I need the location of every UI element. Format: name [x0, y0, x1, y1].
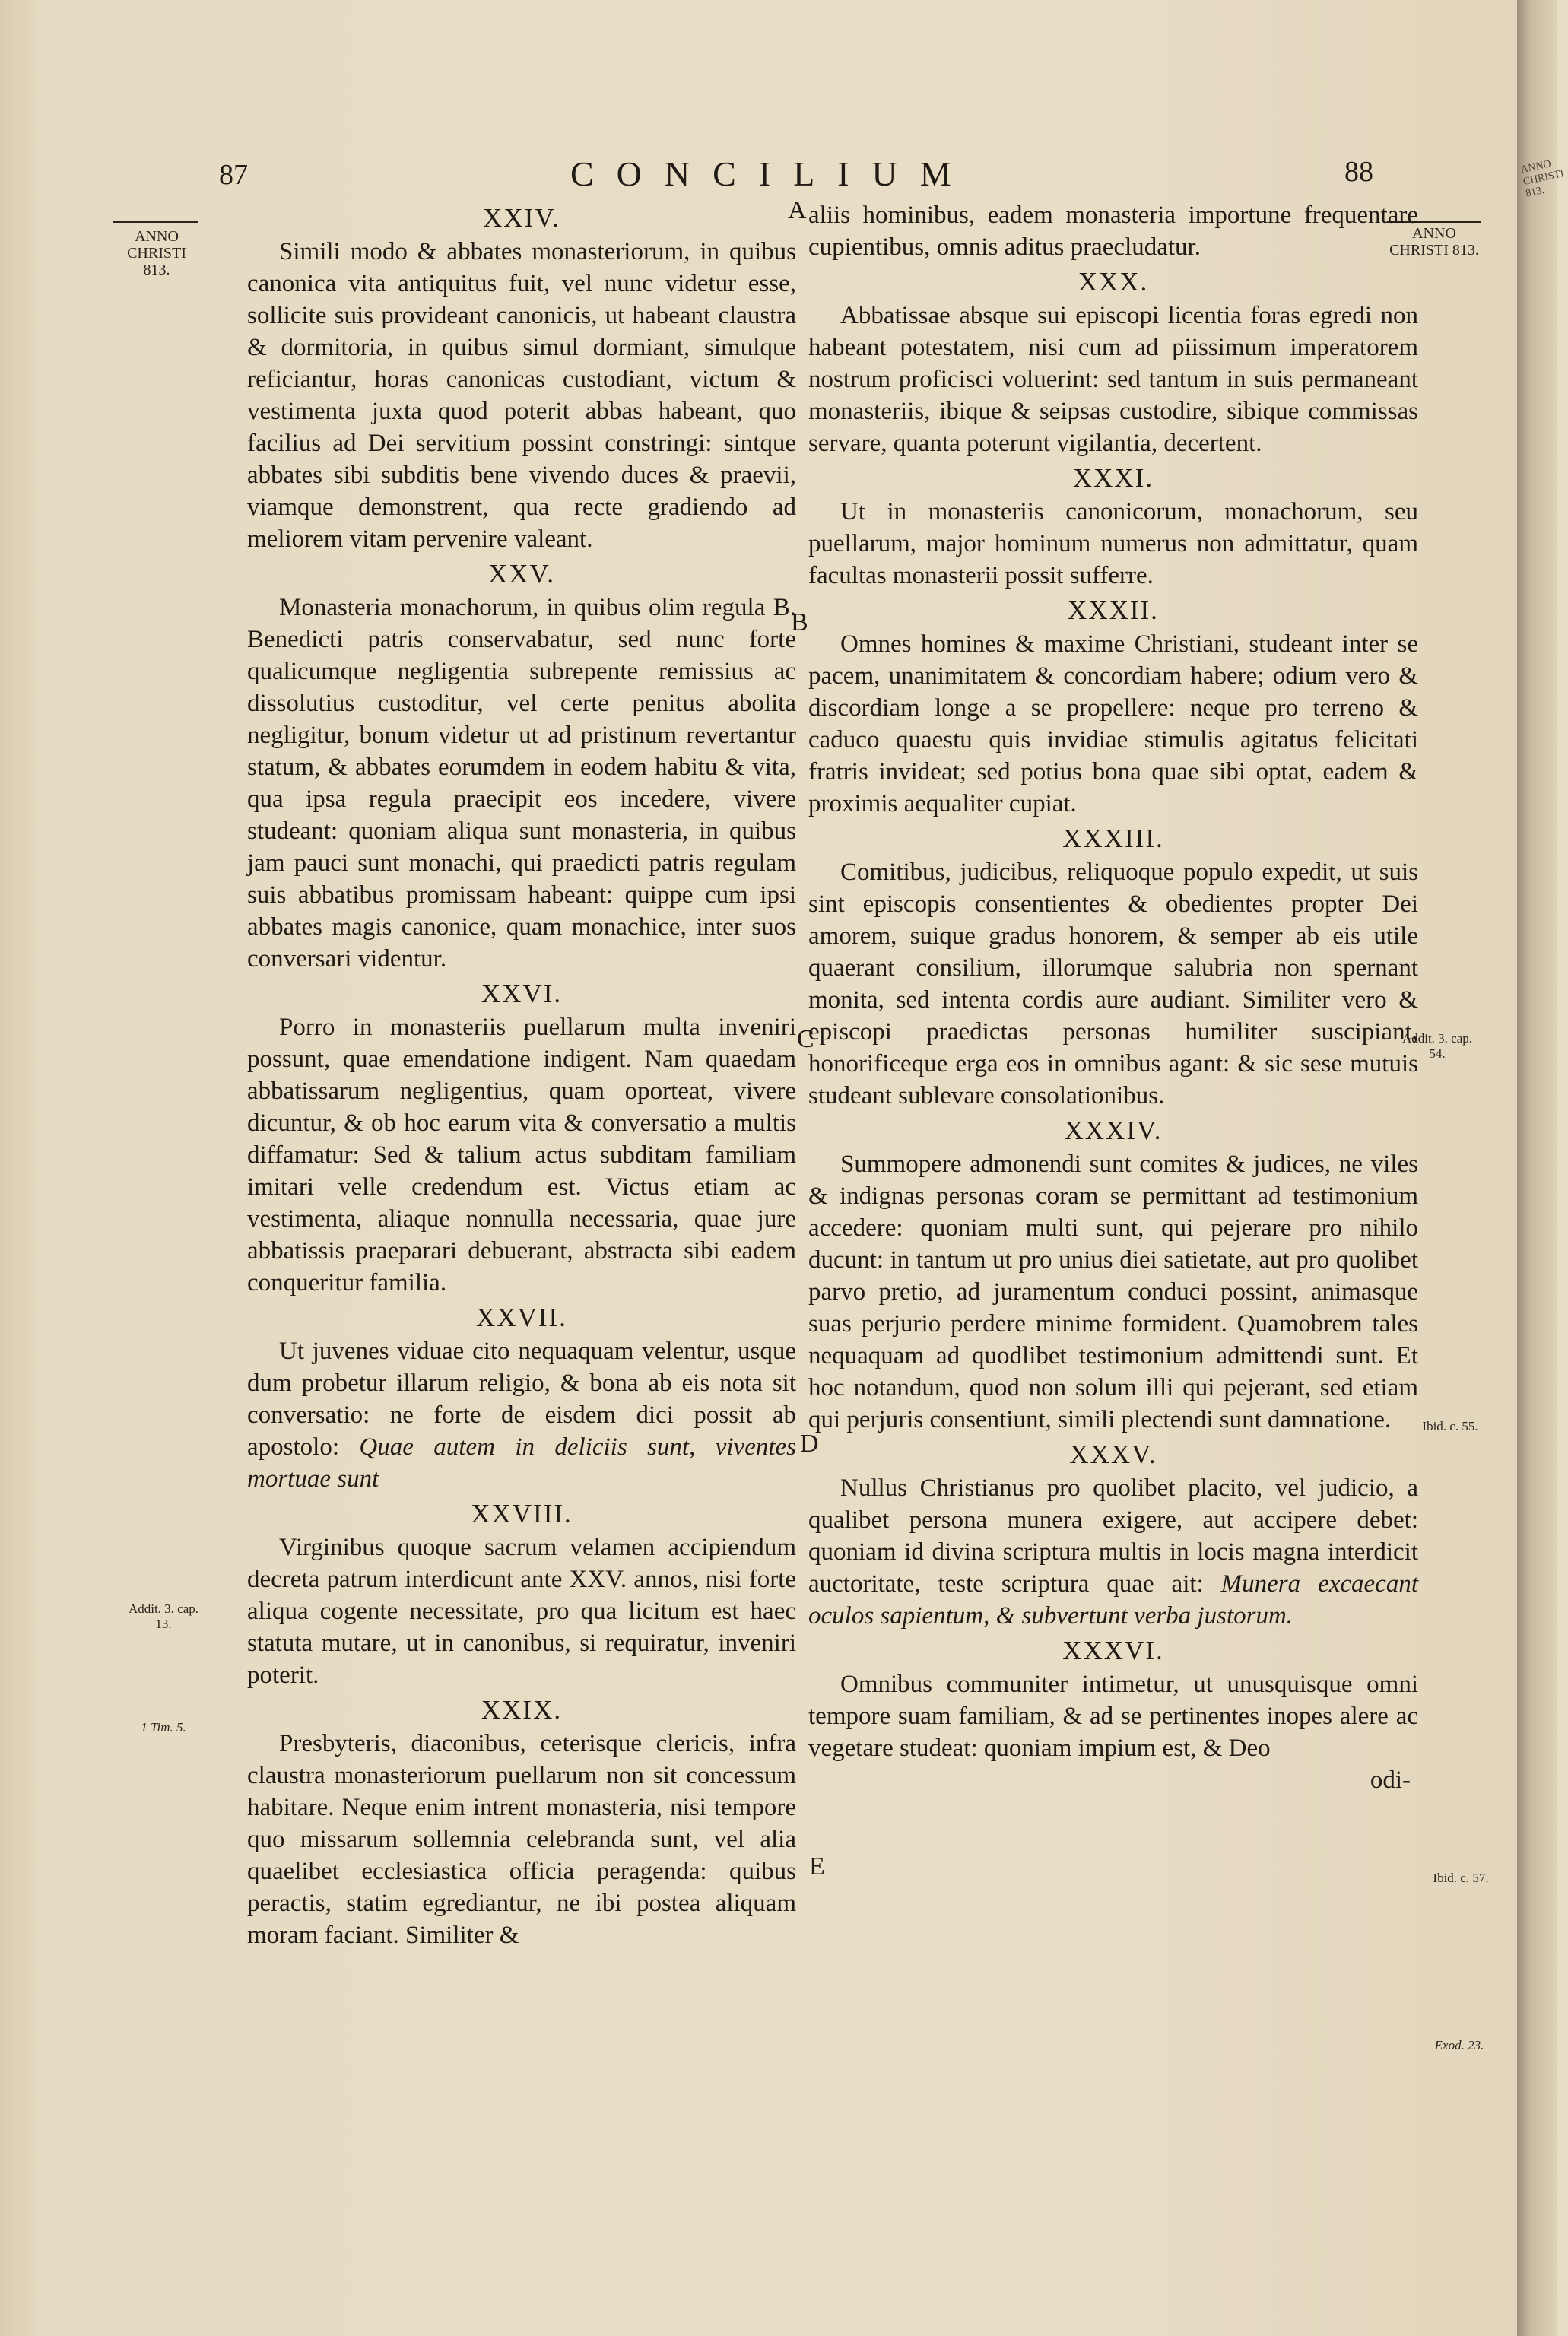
running-header: [0, 151, 1517, 196]
page-number-left: 87: [219, 159, 248, 191]
marginal-reference-exodus: Exod. 23.: [1434, 2038, 1484, 2052]
chapter-heading-36: XXXVI.: [1062, 1636, 1164, 1665]
scripture-quote-exodus: Munera excaecant oculos sapientum, & subvertunt verba justorum.: [808, 1570, 1419, 1630]
section-letter-a: A: [788, 196, 807, 224]
chapter-heading-34: XXXIV.: [1064, 1116, 1163, 1145]
chapter-text-27-body: Ut juvenes viduae cito nequaquam velentur, usque dum probetur illarum religio, & bona ab eis nota sit conversatio: ne forte de eisdem dici possit ab apostolo:: [247, 1338, 796, 1461]
chapter-heading-28: XXVIII.: [471, 1499, 573, 1528]
chapter-text-24: Simili modo & abbates monasteriorum, in quibus canonica vita antiquitus fuit, vel nunc videtur esse, sollicite suis provideant canonicis, ut habeant claustra & dormitoria, in quibus simul dormiant, simulque reficiantur, horas canonicas custodiant, victum & vestimenta juxta quod poterit abbas habeant, quo facilius ad Dei servitium possint constringi: sintque abbates sibi subditis bene vivendo duces & praevii, viamque demonstrent, qua recte gradiendo ad meliorem vitam pervenire valeant.: [247, 238, 796, 553]
chapter-heading-25: XXV.: [487, 559, 556, 589]
chapter-text-35-body: Nullus Christianus pro quolibet placito, vel judicio, a qualibet persona munera exigere, aut accipere debet: quoniam id divina scriptura multis in locis magna interdicit auctoritate, teste scriptura quae ait:: [808, 1474, 1418, 1598]
chapter-text-28: Virginibus quoque sacrum velamen accipiendum decreta patrum interdicunt ante XXV. annos, nisi forte aliqua cogente necessitate, pro qua licitum est haec statuta mutare, ut in canonibus, si requiratur, inveniri poterit.: [247, 1534, 796, 1689]
chapter-text-32: Omnes homines & maxime Christiani, studeant inter se pacem, unanimitatem & concordiam habere; odium vero & discordiam longe a se propellere: neque pro terreno & caduco quaestu quis invidiae stimulis agitatus felicitati fratris invideat; sed potius bona quae sibi optat, eadem & proximis aequaliter cupiat.: [808, 630, 1418, 817]
section-letter-e: E: [809, 1852, 825, 1881]
anno-christi-left: ANNO CHRISTI 813.: [127, 228, 186, 278]
section-letter-d: D: [800, 1430, 819, 1458]
marginal-reference-timothy: 1 Tim. 5.: [141, 1720, 186, 1735]
chapter-text-31: Ut in monasteriis canonicorum, monachorum, seu puellarum, major hominum numerus non admittatur, quam facultas monasterii possit sufferre.: [808, 498, 1418, 589]
chapter-text-29-continued: aliis hominibus, eadem monasteria importune frequentare cupientibus, omnis aditus praecludatur.: [808, 202, 1418, 261]
chapter-text-26: Porro in monasteriis puellarum multa inveniri possunt, quae emendatione indigent. Nam quaedam abbatissarum negligentius, quam oporteat, vivere dicuntur, & ob hoc earum vita & conversatio a multis diffamatur: Sed & talium actus subditam familiam imitari velle credendum est. Victus etiam ac vestimenta, aliaque nonnulla necessaria, quae jure abbatissis praeparari debuerant, abstracta sibi eadem conqueritur familia.: [247, 1014, 796, 1297]
page-number-right: 88: [1344, 156, 1373, 188]
chapter-text-33: Comitibus, judicibus, reliquoque populo expedit, ut suis sint episcopis consentientes & obedientes propter Dei amorem, suique gradus honorem, & semper ab eis utile quaerant consilium, illorumque salubria non spernant monita, sed intenta cordis aure audiant. Similiter vero & episcopi praedictas personas humiliter suscipiant, honorificeque erga eos in omnibus agant: & sic sese mutuis studeant sublevare consolationibus.: [808, 859, 1418, 1109]
chapter-text-34: Summopere admonendi sunt comites & judices, ne viles & indignas personas coram se permittant ad testimonium accedere: quoniam multi sunt, qui pejerare pro nihilo ducunt: in tantum ut pro unius diei satietate, aut pro quolibet parvo pretio, ad juramentum conduci possint, animasque suas perjurio perdere minime formident. Quamobrem tales nequaquam ad quodlibet testimonium admittendi sunt. Et hoc notandum, quod non solum illi qui pejerant, sed etiam qui perjuris consentiunt, simili plectendi sunt damnatione.: [808, 1151, 1418, 1433]
chapter-text-27: [247, 1335, 796, 1495]
marginal-reference-addit-left: Addit. 3. cap. 13.: [128, 1601, 199, 1631]
chapter-heading-26: XXVI.: [481, 979, 563, 1008]
chapter-text-25: Monasteria monachorum, in quibus olim regula B. Benedicti patris conservabatur, sed nunc forte qualicumque negligentia subrepente remissius ac dissolutius custoditur, vel certe penitus abolita negligitur, bonum videtur ut ad pristinum revertantur statum, & abbates eorumdem in eodem habitu & vita, qua ipsa regula praecipit eos incedere, vivere studeant: quoniam aliqua sunt monasteria, in quibus jam pauci sunt monachi, qui praedicti patris regulam suis abbatibus promissam habeant: quippe cum ipsi abbates magis canonice, quam monachice, inter suos conversari videntur.: [247, 594, 796, 973]
chapter-text-36: Omnibus communiter intimetur, ut unusquisque omni tempore suam familiam, & ad se pertinentes inopes alere ac vegetare studeat: quoniam impium est, & Deo: [808, 1671, 1418, 1762]
next-page-anno-christi: ANNO CHRISTI 813.: [1519, 158, 1566, 200]
marginal-reference-ibid-57: Ibid. c. 57.: [1433, 1871, 1489, 1885]
chapter-text-29: Presbyteris, diaconibus, ceterisque clericis, infra claustra monasteriorum puellarum non sit concessum habitare. Neque enim intrent monasteria, nisi tempore quo missarum sollemnia celebranda sunt, vel alia quaelibet ecclesiastica officia peragenda: quibus peractis, statim egrediantur, ne ibi postea aliquam moram faciant. Similiter &: [247, 1730, 796, 1949]
chapter-heading-31: XXXI.: [1072, 463, 1154, 493]
running-title: CONCILIUM: [570, 154, 974, 193]
chapter-heading-27: XXVII.: [476, 1303, 567, 1332]
chapter-heading-33: XXXIII.: [1062, 824, 1164, 853]
marginal-reference-addit-right: Addit. 3. cap. 54.: [1401, 1031, 1473, 1061]
chapter-heading-24: XXIV.: [483, 203, 560, 233]
scripture-quote-timothy: Quae autem in deliciis sunt, viventes mortuae sunt: [247, 1433, 797, 1493]
marginal-reference-ibid-55: Ibid. c. 55.: [1422, 1419, 1478, 1433]
section-letter-b: B: [791, 608, 808, 636]
right-column: [808, 199, 1418, 1796]
chapter-heading-30: XXX.: [1078, 267, 1149, 297]
margin-rule-left: [113, 221, 198, 223]
chapter-heading-35: XXXV.: [1069, 1439, 1157, 1469]
catchword: odi-: [1370, 1766, 1411, 1794]
chapter-text-30: Abbatissae absque sui episcopi licentia foras egredi non habeant potestatem, nisi cum ad piissimum imperatorem nostrum proficisci voluerint: sed tantum in suis permaneant monasteriis, ibique & seipsas custodire, sibique commissas servare, quanta poterunt vigilantia, decertent.: [808, 302, 1418, 457]
anno-christi-right: ANNO CHRISTI 813.: [1389, 225, 1479, 259]
chapter-heading-32: XXXII.: [1068, 595, 1159, 625]
left-column: [247, 199, 796, 1951]
chapter-heading-29: XXIX.: [481, 1695, 563, 1725]
next-page-edge: [1517, 0, 1566, 2336]
chapter-text-35: [808, 1472, 1418, 1632]
section-letter-c: C: [797, 1025, 814, 1053]
